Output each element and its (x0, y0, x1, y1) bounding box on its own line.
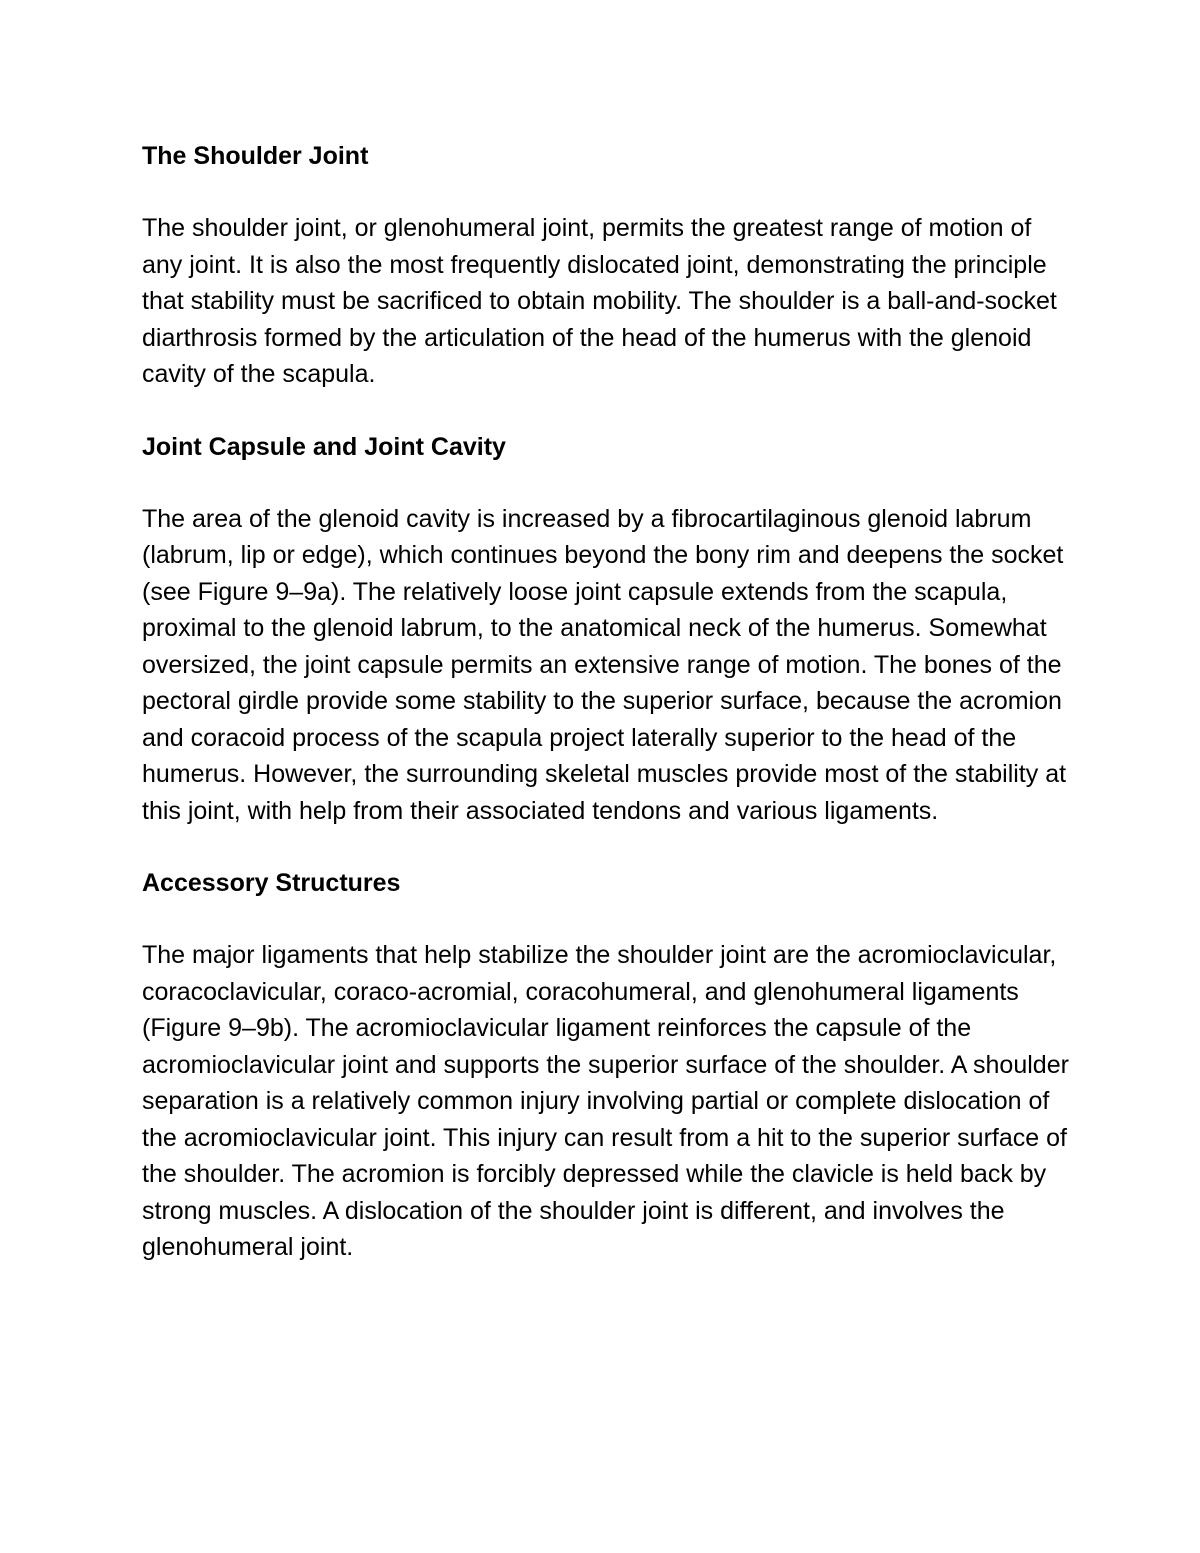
heading-accessory-structures: Accessory Structures (142, 869, 401, 897)
paragraph-joint-capsule: The area of the glenoid cavity is increased by a fibrocartilaginous glenoid labrum (labrum, lip or edge), which continues beyond the bony rim and deepens the socket (see Figure 9–9a). The relatively loose joint capsule extends from the scapula, proximal to the glenoid labrum, to the anatomical neck of the humerus. Somewhat oversized, the joint capsule permits an extensive range of motion. The bones of the pectoral girdle provide some stability to the superior surface, because the acromion and coracoid process of the scapula project laterally superior to the head of the humerus. However, the surrounding skeletal muscles provide most of the stability at this joint, with help from their associated tendons and various ligaments. (142, 504, 1067, 825)
paragraph-shoulder-joint: The shoulder joint, or glenohumeral joint, permits the greatest range of motion of any joint. It is also the most frequently dislocated joint, demonstrating the principle that stability must be sacrificed to obtain mobility. The shoulder is a ball-and-socket diarthrosis formed by the articulation of the head of the humerus with the glenoid cavity of the scapula. (142, 214, 1057, 388)
heading-joint-capsule: Joint Capsule and Joint Cavity (142, 432, 506, 461)
paragraph-accessory-structures: The major ligaments that help stabilize the shoulder joint are the acromioclavicular, coracoclavicular, coraco-acromial, coracohumeral, and glenohumeral ligaments (Figure 9–9b). The acromioclavicular ligament reinforces the capsule of the acromioclavicular joint and supports the superior surface of the shoulder. A shoulder separation is a relatively common injury involving partial or complete dislocation of the acromioclavicular joint. This injury can result from a hit to the superior surface of the shoulder. The acromion is forcibly depressed while the clavicle is held back by strong muscles. A dislocation of the shoulder joint is different, and involves the glenohumeral joint. (142, 941, 1069, 1261)
document-body (142, 138, 1072, 1266)
heading-shoulder-joint: The Shoulder Joint (142, 142, 369, 170)
